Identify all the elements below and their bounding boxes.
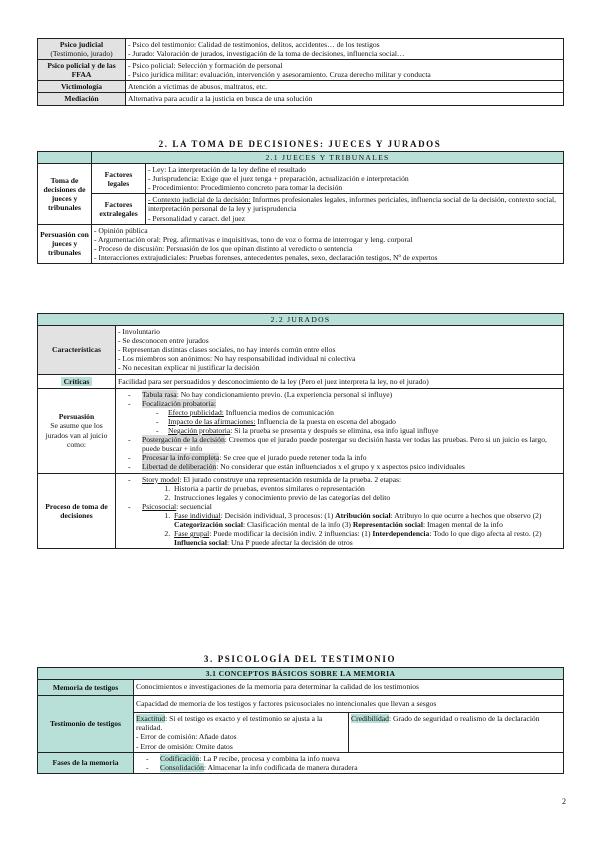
row-content	[134, 752, 564, 773]
corner-cell	[38, 152, 92, 164]
table-row	[38, 326, 564, 374]
table-row	[38, 680, 564, 696]
list-item: - Focalización probatoria: - Efecto publicidad: Influencia medios de comunicación - Impacto de las afirmaciones: Influencia de la puesta en escena del abogado - Negación probatoria: Si la prueba se presenta y después se elimina, esa info igual influye	[142, 399, 561, 435]
list-item: 1. Historia a partir de pruebas, eventos similares o representación	[172, 484, 561, 493]
table-row	[38, 93, 564, 105]
row-label: Testimonio de testigos	[38, 696, 134, 752]
memoria-table	[37, 667, 564, 774]
list-item: - Impacto de las afirmaciones: Influencia de la puesta en escena del abogado	[168, 417, 561, 426]
table-row	[38, 224, 564, 263]
row-content: Facilidad para ser persuadidos y desconocimiento de la ley (Pero el juez interpreta la ley, no el jurado)	[116, 374, 564, 388]
section-title: 3. PSICOLOGÍA DEL TESTIMONIO	[203, 654, 397, 664]
list-item: 1. Fase individual: Decisión individual, 3 procesos: (1) Atribución social: Atribuyo lo que ocurre a hechos que observo (2) Categorización social: Clasificación mental de la info (3) Representación social: Imagen mental de la info	[172, 511, 561, 529]
list-item: - Negación probatoria: Si la prueba se presenta y después se elimina, esa info igual influye	[168, 426, 561, 435]
table-row	[38, 696, 564, 713]
list-item: - Procesar la info completa: Se cree que el jurado puede retener toda la info	[142, 453, 561, 462]
subsection-header: 2.2 JURADOS	[38, 314, 564, 326]
table-row	[38, 473, 564, 549]
page-number: 2	[562, 797, 566, 806]
list-item: 2. Instrucciones legales y conocimiento previo de las categorías del delito	[172, 493, 561, 502]
row-content: - Psico policial: Selección y formación de personal - Psico jurídica militar: evaluación, intervención y asesoramiento. Cruza derecho militar y conducta	[126, 60, 564, 81]
table-row	[38, 164, 564, 194]
table-row	[38, 60, 564, 81]
row-label: Victimología	[38, 81, 126, 93]
list-item: - Story model: El jurado construye una representación resumida de la prueba. 2 etapas: 1. Historia a partir de pruebas, eventos similares o representación 2. Instrucciones legales y conocimiento previo de las categorías del delito	[142, 475, 561, 502]
row-content: - Contexto judicial de la decisión: Informes profesionales legales, informes periciales, influencia social de la decisión, contexto social, interpretación personal de la ley y jurisprudencia - Personalidad y caract. del juez	[146, 194, 564, 224]
row-content: - Involuntario - Se desconocen entre jurados - Representan distintas clases sociales, no hay interés común entre ellos - Los miembros son anónimos: No hay responsabilidad individual ni colectiva - No necesitan explicar ni justificar la decisión	[116, 326, 564, 374]
list-item: - Postergación de la decisión: Creemos que el jurado puede postergar su decisión hasta ver todas las pruebas. Pero si un juicio es largo, puede buscar + info	[142, 435, 561, 453]
row-label: Psico judicial (Testimonio, jurado)	[38, 39, 126, 60]
factores-legales-label: Factores legales	[92, 164, 146, 194]
table-row	[38, 388, 564, 473]
row-label: Memoria de testigos	[38, 680, 134, 696]
row-content	[116, 473, 564, 549]
jueces-table	[37, 151, 564, 264]
row-label: Fases de la memoria	[38, 752, 134, 773]
jurados-table	[37, 313, 564, 549]
row-content: - Ley: La interpretación de la ley define el resultado - Jurisprudencia: Exige que el juez tenga + preparación, actualización e interpretación - Procedimiento: Procedimiento concreto para tomar la decisión	[146, 164, 564, 194]
row-label: Toma de decisiones de jueces y tribunales	[38, 164, 92, 225]
subsection-header: 2.1 JUECES Y TRIBUNALES	[92, 152, 564, 164]
table-row	[38, 752, 564, 773]
factores-extralegales-label: Factores extralegales	[92, 194, 146, 224]
list-item: - Psicosocial: secuencial 1. Fase individual: Decisión individual, 3 procesos: (1) Atribución social: Atribuyo lo que ocurre a hechos que observo (2) Categorización social: Clasificación mental de la info (3) Representación social: Imagen mental de la info 2. Fase grupal: Puede modificar la decisión indiv. 2 influencias: (1) Interdependencia: Todo lo que digo afecta al resto. (2) Influencia social: Una P puede afectar la decisión de otros	[142, 502, 561, 547]
table-row	[38, 194, 564, 224]
row-label: Persuasión Se asume que los jurados van al juicio como:	[38, 388, 116, 473]
row-content: Capacidad de memoria de los testigos y factores psicosociales no intencionales que llevan a sesgos	[134, 696, 564, 713]
row-label: Mediación	[38, 93, 126, 105]
row-label: Persuasión con jueces y tribunales	[38, 224, 92, 263]
row-content	[116, 388, 564, 473]
row-content: Alternativa para acudir a la justicia en busca de una solución	[126, 93, 564, 105]
list-item: 2. Fase grupal: Puede modificar la decisión indiv. 2 influencias: (1) Interdependencia: Todo lo que digo afecta al resto. (2) Influencia social: Una P puede afectar la decisión de otros	[172, 529, 561, 547]
list-item: - Consolidación: Almacenar la info codificada de manera duradera	[160, 763, 561, 772]
row-content: Conocimientos e investigaciones de la memoria para determinar la calidad de los testimonios	[134, 680, 564, 696]
table-row	[38, 374, 564, 388]
row-content: - Psico del testimonio: Calidad de testimonios, delitos, accidentes… de los testigos - Jurado: Valoración de jurados, investigación de la toma de decisiones, influencia social…	[126, 39, 564, 60]
row-label: Críticas	[38, 374, 116, 388]
section-title: 2. LA TOMA DE DECISIONES: JUECES Y JURADOS	[158, 139, 442, 149]
row-label: Psico policial y de las FFAA	[38, 60, 126, 81]
table-row	[38, 39, 564, 60]
row-content: - Opinión pública - Argumentación oral: Preg. afirmativas e inquisitivas, tono de voz o forma de interrogar y leng. corporal - Proceso de discusión: Persuasión de los que opinan distinto al veredicto o sentencia - Interacciones extrajudiciales: Pruebas forenses, antecedentes penales, sexo, declaración testigos, Nº de expertos	[92, 224, 564, 263]
row-label: Proceso de toma de decisiones	[38, 473, 116, 549]
exactitud-cell: Exactitud: Si el testigo es exacto y el testimonio se ajusta a la realidad. - Error de comisión: Añade datos - Error de omisión: Omite datos	[134, 713, 349, 752]
list-item: - Efecto publicidad: Influencia medios de comunicación	[168, 408, 561, 417]
row-label: Características	[38, 326, 116, 374]
row-content: Atención a víctimas de abusos, maltratos, etc.	[126, 81, 564, 93]
list-item: - Libertad de deliberación: No considerar que están influenciados x el grupo y x aspectos psico individuales	[142, 462, 561, 471]
list-item: - Tabula rasa: No hay condicionamiento previo. (La experiencia personal sí influye)	[142, 390, 561, 399]
credibilidad-cell: Credibilidad: Grado de seguridad o realismo de la declaración	[349, 713, 564, 752]
subsection-header: 3.1 CONCEPTOS BÁSICOS SOBRE LA MEMORIA	[38, 668, 564, 680]
list-item: - Codificación: La P recibe, procesa y combina la info nueva	[160, 754, 561, 763]
top-table	[37, 38, 564, 106]
table-row	[38, 81, 564, 93]
